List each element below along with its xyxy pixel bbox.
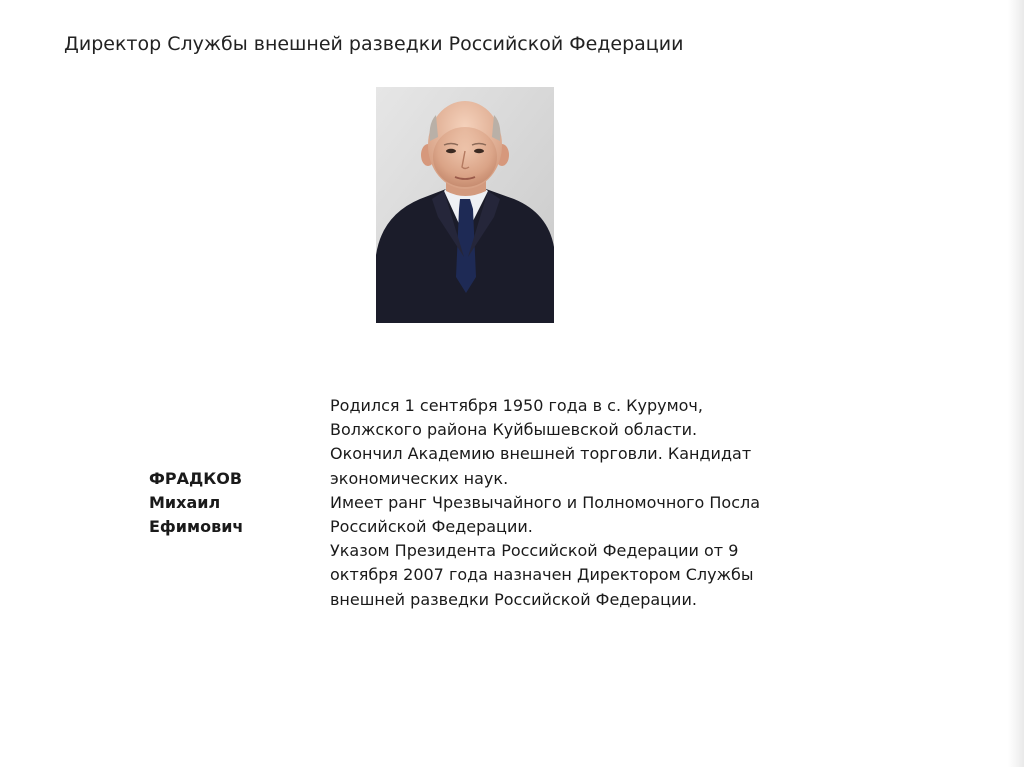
- biography-text: [330, 394, 820, 612]
- person-surname: ФРАДКОВ: [149, 469, 243, 488]
- person-name: [149, 467, 243, 539]
- bio-line: Волжского района Куйбышевской области.: [330, 420, 698, 440]
- bio-line: Указом Президента Российской Федерации от 9: [330, 541, 739, 561]
- bio-line: Имеет ранг Чрезвычайного и Полномочного Посла: [330, 492, 761, 512]
- bio-line: Родился 1 сентября 1950 года в с. Курумоч,: [330, 396, 703, 415]
- bio-line: экономических наук.: [330, 468, 509, 488]
- person-patronymic: Ефимович: [149, 517, 244, 536]
- bio-line: Российской Федерации.: [330, 517, 533, 537]
- slide-title: Директор Службы внешней разведки Российской Федерации: [64, 33, 684, 55]
- bio-line: Окончил Академию внешней торговли. Кандидат: [330, 444, 752, 464]
- bio-line: внешней разведки Российской Федерации.: [330, 589, 697, 609]
- slide-edge-shadow: [1008, 0, 1024, 767]
- portrait-photo: [376, 87, 554, 323]
- person-first-name: Михаил: [149, 493, 221, 512]
- bio-line: октября 2007 года назначен Директором Службы: [330, 565, 754, 585]
